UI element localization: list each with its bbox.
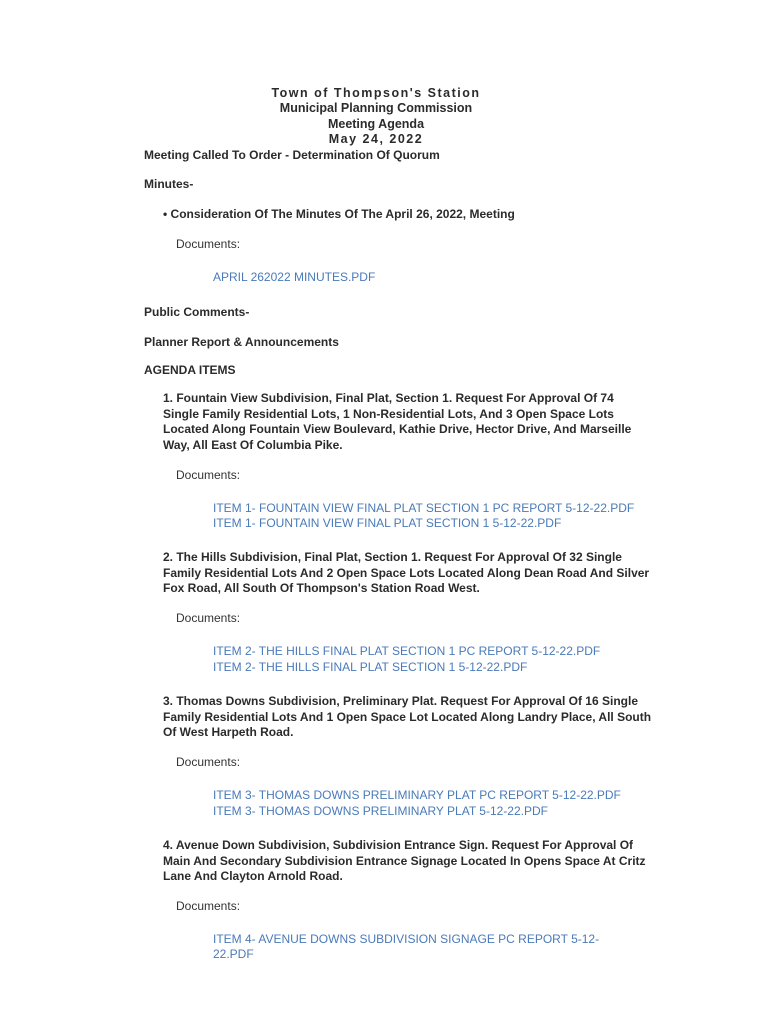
document-link-item-2-report[interactable]: ITEM 2- THE HILLS FINAL PLAT SECTION 1 PC REPORT 5-12-22.PDF bbox=[213, 644, 601, 658]
agenda-title: Meeting Agenda bbox=[327, 117, 425, 131]
document-link-item-4-report-continued[interactable]: 22.PDF bbox=[213, 947, 254, 961]
minutes-heading: Minutes- bbox=[144, 177, 194, 191]
agenda-item-4: 4. Avenue Down Subdivision, Subdivision Entrance Sign. Request For Approval Of Main And Secondary Subdivision Entrance Signage Located In Opens Space At Critz Lane And Clayton Arnold Road. bbox=[163, 838, 646, 883]
document-link-item-1-plat[interactable]: ITEM 1- FOUNTAIN VIEW FINAL PLAT SECTION 1 5-12-22.PDF bbox=[213, 516, 562, 530]
commission-title: Municipal Planning Commission bbox=[279, 101, 473, 115]
documents-label: Documents: bbox=[176, 237, 241, 251]
agenda-item-3: 3. Thomas Downs Subdivision, Preliminary Plat. Request For Approval Of 16 Single Family Residential Lots And 1 Open Space Lot Located Along Landry Place, All South Of West Harpeth Road. bbox=[163, 694, 652, 739]
documents-label: Documents: bbox=[176, 755, 241, 769]
planner-report-heading: Planner Report & Announcements bbox=[144, 335, 339, 349]
town-name: Town of Thompson's Station bbox=[271, 86, 481, 100]
agenda-items-heading: AGENDA ITEMS bbox=[144, 363, 236, 377]
document-link-item-1-report[interactable]: ITEM 1- FOUNTAIN VIEW FINAL PLAT SECTION 1 PC REPORT 5-12-22.PDF bbox=[213, 501, 635, 515]
agenda-item-1: 1. Fountain View Subdivision, Final Plat, Section 1. Request For Approval Of 74 Single Family Residential Lots, 1 Non-Residential Lots, And 3 Open Space Lots Located Along Fountain View Boulevard, Kathie Drive, Hector Drive, And Marseille Way, All East Of Columbia Pike. bbox=[163, 391, 632, 452]
document-link-minutes[interactable]: APRIL 262022 MINUTES.PDF bbox=[213, 270, 376, 284]
document-link-item-2-plat[interactable]: ITEM 2- THE HILLS FINAL PLAT SECTION 1 5-12-22.PDF bbox=[213, 660, 528, 674]
documents-label: Documents: bbox=[176, 899, 241, 913]
public-comments-heading: Public Comments- bbox=[144, 305, 250, 319]
documents-label: Documents: bbox=[176, 611, 241, 625]
documents-label: Documents: bbox=[176, 468, 241, 482]
meeting-date: May 24, 2022 bbox=[328, 132, 424, 146]
document-link-item-3-plat[interactable]: ITEM 3- THOMAS DOWNS PRELIMINARY PLAT 5-12-22.PDF bbox=[213, 804, 548, 818]
agenda-item-2: 2. The Hills Subdivision, Final Plat, Section 1. Request For Approval Of 32 Single Family Residential Lots And 2 Open Space Lots Located Along Dean Road And Silver Fox Road, All South Of Thompson's Station Road West. bbox=[163, 550, 650, 595]
document-link-item-4-report[interactable]: ITEM 4- AVENUE DOWNS SUBDIVISION SIGNAGE PC REPORT 5-12- bbox=[213, 932, 600, 946]
document-link-item-3-report[interactable]: ITEM 3- THOMAS DOWNS PRELIMINARY PLAT PC REPORT 5-12-22.PDF bbox=[213, 788, 621, 802]
minutes-consideration-item: • Consideration Of The Minutes Of The April 26, 2022, Meeting bbox=[163, 207, 515, 221]
call-to-order-heading: Meeting Called To Order - Determination Of Quorum bbox=[144, 148, 440, 162]
